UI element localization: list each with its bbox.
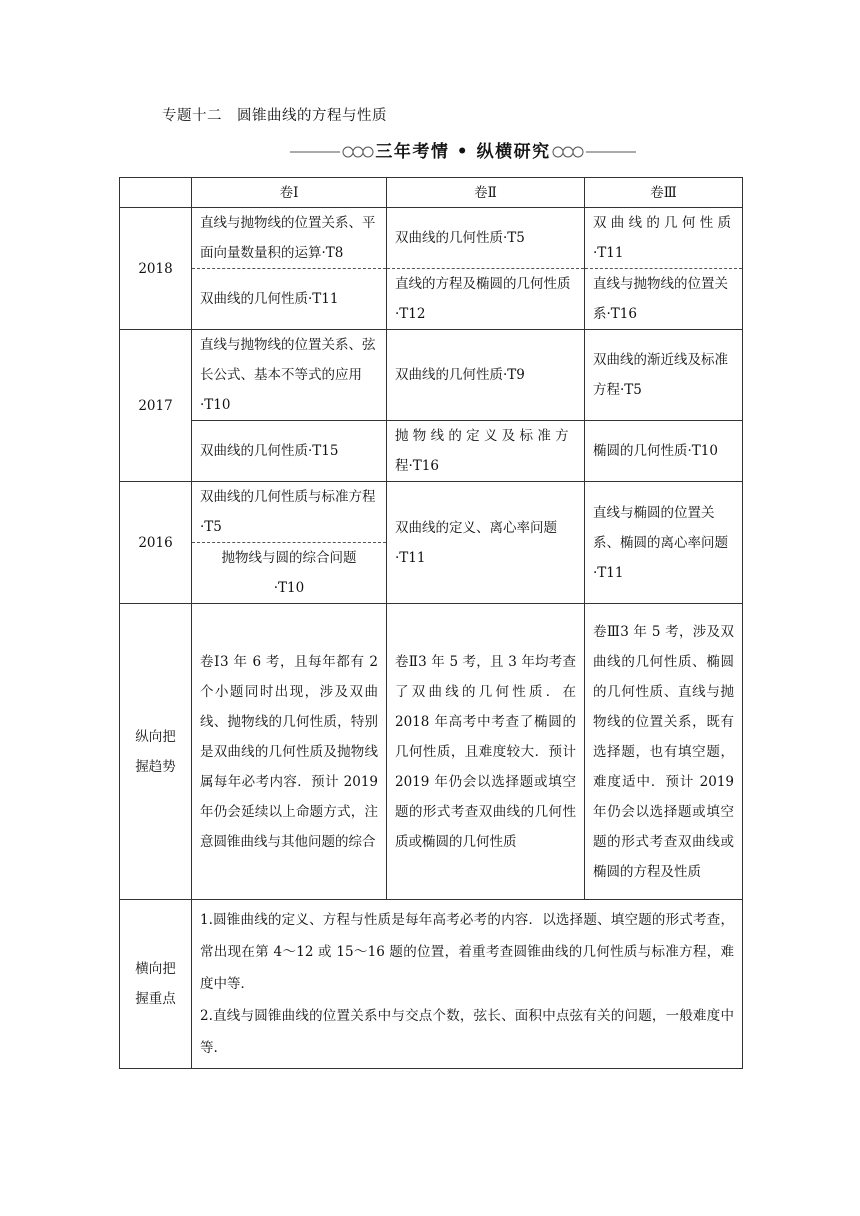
- cell-2016-p1-b: 抛物线与圆的综合问题·T10: [192, 543, 387, 604]
- cell-2018-p2-b: 直线的方程及椭圆的几何性质·T12: [387, 269, 585, 330]
- table-row-trend: [120, 604, 743, 900]
- table-row: [120, 208, 743, 269]
- focus-label: 横向把握重点: [120, 900, 192, 1069]
- cell-2017-p1-a: 直线与抛物线的位置关系、弦长公式、基本不等式的应用·T10: [192, 330, 387, 421]
- cell-2018-p1-a: 直线与抛物线的位置关系、平面向量数量积的运算·T8: [192, 208, 387, 269]
- cell-2018-p3-a: 双 曲 线 的 几 何 性 质·T11: [585, 208, 743, 269]
- cell-2016-p3: 直线与椭圆的位置关系、椭圆的离心率问题·T11: [585, 482, 743, 604]
- header-blank: [120, 178, 192, 208]
- exam-analysis-table: [119, 177, 743, 1069]
- header-row: [120, 178, 743, 208]
- table-row: [120, 269, 743, 330]
- year-2016: 2016: [120, 482, 192, 604]
- table-row-focus: [120, 900, 743, 1069]
- banner-title: 三年考情 • 纵横研究: [375, 142, 551, 162]
- table-row: [120, 330, 743, 421]
- table-row: [120, 421, 743, 482]
- trend-paper-1: 卷Ⅰ3 年 6 考，且每年都有 2 个小题同时出现，涉及双曲线、抛物线的几何性质，特别是双曲线的几何性质及抛物线属每年必考内容．预计 2019 年仍会延续以上命题方式，注意圆锥曲线与其他问题的综合: [192, 604, 387, 900]
- header-paper-3: 卷Ⅲ: [585, 178, 743, 208]
- cell-2017-p2-a: 双曲线的几何性质·T9: [387, 330, 585, 421]
- trend-paper-2: 卷Ⅱ3 年 5 考，且 3 年均考查了双曲线的几何性质．在 2018 年高考中考查了椭圆的几何性质，且难度较大．预计 2019 年仍会以选择题或填空题的形式考查双曲线的几何性质或椭圆的几何性质: [387, 604, 585, 900]
- cell-2016-p1-a: 双曲线的几何性质与标准方程·T5: [192, 482, 387, 543]
- cell-2018-p2-a: 双曲线的几何性质·T5: [387, 208, 585, 269]
- cell-2018-p3-b: 直线与抛物线的位置关系·T16: [585, 269, 743, 330]
- cell-2017-p2-b: 抛 物 线 的 定 义 及 标 准 方 程·T16: [387, 421, 585, 482]
- header-paper-2: 卷Ⅱ: [387, 178, 585, 208]
- trend-paper-3: 卷Ⅲ3 年 5 考，涉及双曲线的几何性质、椭圆的几何性质、直线与抛物线的位置关系，既有选择题，也有填空题，难度适中．预计 2019 年仍会以选择题或填空题的形式考查双曲线或椭圆的方程及性质: [585, 604, 743, 900]
- cell-2017-p3-a: 双曲线的渐近线及标准方程·T5: [585, 330, 743, 421]
- focus-point-2: 2.直线与圆锥曲线的位置关系中与交点个数，弦长、面积中点弦有关的问题，一般难度中等.: [200, 1008, 734, 1056]
- section-banner: [290, 140, 636, 164]
- cell-2017-p3-b: 椭圆的几何性质·T10: [585, 421, 743, 482]
- table-row: [120, 482, 743, 543]
- cell-2018-p1-b: 双曲线的几何性质·T11: [192, 269, 387, 330]
- cell-2016-p2: 双曲线的定义、离心率问题·T11: [387, 482, 585, 604]
- cell-2017-p1-b: 双曲线的几何性质·T15: [192, 421, 387, 482]
- year-2018: 2018: [120, 208, 192, 330]
- year-2017: 2017: [120, 330, 192, 482]
- focus-content: [192, 900, 743, 1069]
- topic-title: 专题十二 圆锥曲线的方程与性质: [162, 108, 387, 124]
- focus-point-1: 1.圆锥曲线的定义、方程与性质是每年高考必考的内容．以选择题、填空题的形式考查，常出现在第 4～12 或 15～16 题的位置，着重考查圆锥曲线的几何性质与标准方程，难度中等．: [200, 912, 734, 992]
- trend-label: 纵向把握趋势: [120, 604, 192, 900]
- header-paper-1: 卷Ⅰ: [192, 178, 387, 208]
